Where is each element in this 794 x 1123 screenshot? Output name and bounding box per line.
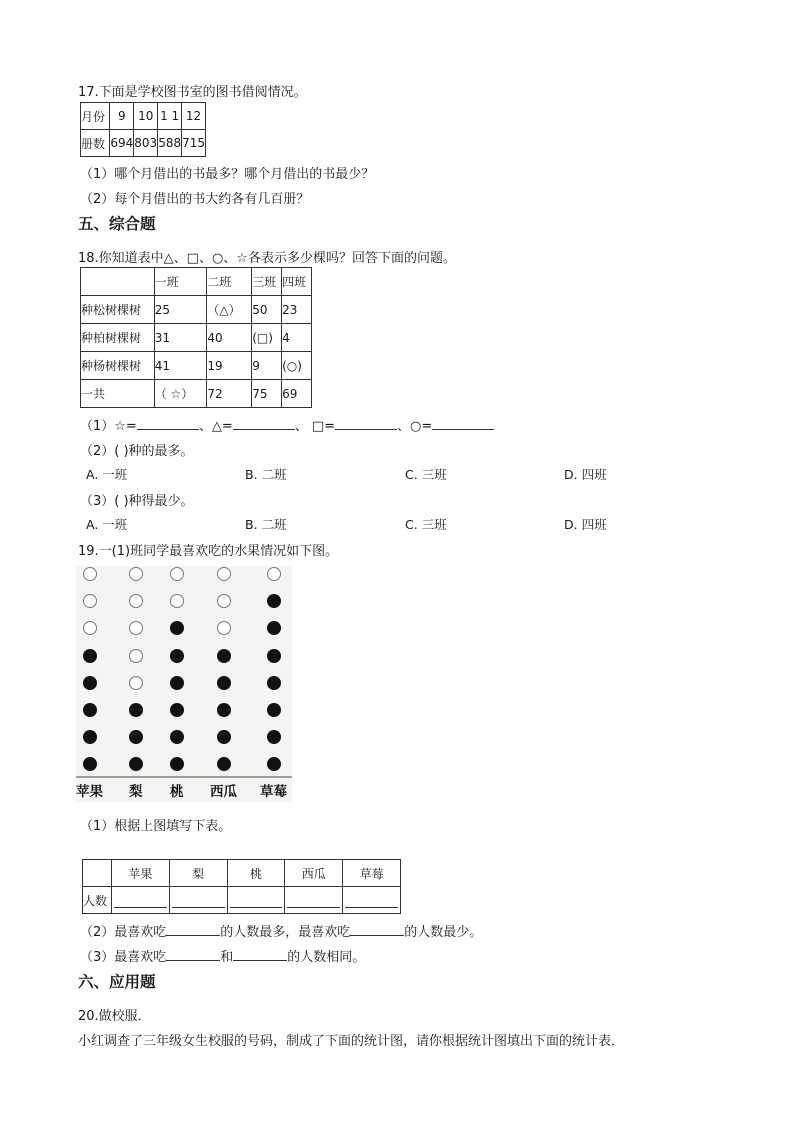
table-cell: 75 — [252, 380, 282, 408]
table-cell: 715 — [182, 130, 206, 157]
q17-title: 17.下面是学校图书室的图书借阅情况。 — [78, 85, 307, 100]
filled-circle-mark — [267, 621, 281, 635]
fruit-category-label: 苹果 — [76, 784, 103, 800]
empty-circle-mark — [83, 567, 97, 581]
filled-circle-mark — [129, 757, 143, 771]
table-cell — [83, 860, 112, 887]
empty-circle-mark — [170, 594, 184, 608]
q19-sub3-part: （3）最喜欢吃 — [80, 950, 167, 965]
q19-sub2 — [80, 921, 482, 940]
filled-circle-mark — [267, 703, 281, 717]
answer-cell[interactable] — [285, 887, 343, 914]
q19-sub2-part: 的人数最少。 — [404, 925, 483, 940]
table-cell: 9 — [110, 103, 134, 130]
empty-circle-mark — [129, 621, 143, 635]
answer-blank[interactable] — [350, 925, 404, 936]
option-a[interactable]: A. 一班 — [86, 517, 128, 532]
table-cell: 694 — [110, 130, 134, 157]
table-cell: 种柏树棵树 — [81, 324, 155, 352]
answer-blank[interactable] — [335, 419, 397, 430]
q18-sub3: （3）( )种得最少。 — [80, 494, 194, 509]
fruit-category-label: 西瓜 — [210, 784, 237, 800]
answer-blank[interactable] — [166, 950, 220, 961]
q18-sub1-part: 、△= — [198, 419, 233, 434]
answer-blank[interactable] — [137, 419, 199, 430]
q20-title: 20.做校服． — [78, 1009, 151, 1024]
table-cell: 588 — [158, 130, 182, 157]
q18-table-row — [81, 380, 312, 408]
table-cell: 一班 — [154, 268, 207, 296]
empty-circle-mark — [170, 567, 184, 581]
option-b[interactable]: B. 二班 — [245, 517, 287, 532]
table-cell: (○) — [282, 352, 312, 380]
answer-cell[interactable] — [169, 887, 227, 914]
answer-blank[interactable] — [233, 950, 287, 961]
table-cell: 二班 — [207, 268, 252, 296]
table-cell: 72 — [207, 380, 252, 408]
table-cell: 10 — [134, 103, 158, 130]
answer-blank[interactable] — [432, 419, 494, 430]
table-cell: 1 1 — [158, 103, 182, 130]
table-cell: 月份 — [81, 103, 110, 130]
table-cell: 梨 — [169, 860, 227, 887]
filled-circle-mark — [217, 649, 231, 663]
q18-sub2: （2）( )种的最多。 — [80, 444, 194, 459]
answer-cell[interactable] — [111, 887, 169, 914]
q18-table-row — [81, 352, 312, 380]
table-cell: (□) — [252, 324, 282, 352]
filled-circle-mark — [217, 676, 231, 690]
option-a[interactable]: A. 一班 — [86, 467, 128, 482]
empty-circle-mark — [217, 621, 231, 635]
filled-circle-mark — [267, 676, 281, 690]
fruit-category-label: 草莓 — [260, 784, 287, 800]
table-cell: 19 — [207, 352, 252, 380]
table-cell: 桃 — [227, 860, 285, 887]
empty-circle-mark — [83, 594, 97, 608]
table-cell: 种杨树棵树 — [81, 352, 155, 380]
q19-title: 19.一(1)班同学最喜欢吃的水果情况如下图。 — [78, 544, 339, 559]
table-cell: 人数 — [83, 887, 112, 914]
q19-sub2-part: （2）最喜欢吃 — [80, 925, 167, 940]
filled-circle-mark — [217, 757, 231, 771]
option-c[interactable]: C. 三班 — [405, 517, 447, 532]
table-cell: 册数 — [81, 130, 110, 157]
filled-circle-mark — [83, 703, 97, 717]
table-cell: 西瓜 — [285, 860, 343, 887]
filled-circle-mark — [83, 757, 97, 771]
q18-table — [80, 267, 312, 408]
fruit-category-label: 桃 — [170, 784, 184, 800]
filled-circle-mark — [170, 621, 184, 635]
option-b[interactable]: B. 二班 — [245, 467, 287, 482]
table-cell: 苹果 — [111, 860, 169, 887]
table-cell: 50 — [252, 296, 282, 324]
q18-title: 18.你知道表中△、□、○、☆各表示多少棵吗？回答下面的问题。 — [78, 251, 456, 266]
table-cell: 69 — [282, 380, 312, 408]
q19-table-row — [83, 860, 401, 887]
option-c[interactable]: C. 三班 — [405, 467, 447, 482]
q19-table-row — [83, 887, 401, 914]
q19-sub3-part: 的人数相同。 — [287, 950, 366, 965]
q17-table-row — [81, 103, 206, 130]
q19-sub1: （1）根据上图填写下表。 — [80, 819, 232, 834]
empty-circle-mark — [129, 567, 143, 581]
answer-cell[interactable] — [227, 887, 285, 914]
empty-circle-mark — [129, 649, 143, 663]
filled-circle-mark — [170, 649, 184, 663]
q19-sub3 — [80, 946, 365, 965]
q17-table-row — [81, 130, 206, 157]
filled-circle-mark — [170, 730, 184, 744]
filled-circle-mark — [267, 649, 281, 663]
table-cell: 31 — [154, 324, 207, 352]
q18-table-row — [81, 296, 312, 324]
section-5-heading: 五、综合题 — [78, 214, 156, 233]
q17-sub1: （1）哪个月借出的书最多？哪个月借出的书最少？ — [80, 167, 375, 182]
table-cell: （△） — [207, 296, 252, 324]
filled-circle-mark — [83, 649, 97, 663]
filled-circle-mark — [267, 757, 281, 771]
table-cell: 23 — [282, 296, 312, 324]
option-d[interactable]: D. 四班 — [564, 467, 607, 482]
table-cell: 803 — [134, 130, 158, 157]
empty-circle-mark — [267, 567, 281, 581]
q17-sub2: （2）每个月借出的书大约各有几百册？ — [80, 192, 310, 207]
q18-sub1 — [80, 415, 494, 434]
table-cell: 12 — [182, 103, 206, 130]
table-cell: 四班 — [282, 268, 312, 296]
table-cell: 种松树棵树 — [81, 296, 155, 324]
filled-circle-mark — [170, 757, 184, 771]
answer-blank[interactable] — [233, 419, 295, 430]
table-cell: 三班 — [252, 268, 282, 296]
q18-table-row — [81, 268, 312, 296]
section-6-heading: 六、应用题 — [78, 972, 156, 991]
fruit-pictograph — [76, 566, 292, 802]
empty-circle-mark — [217, 594, 231, 608]
empty-circle-mark — [129, 676, 143, 690]
empty-circle-mark — [83, 621, 97, 635]
q19-sub2-part: 的人数最多，最喜欢吃 — [220, 925, 351, 940]
table-cell: （ ☆） — [154, 380, 207, 408]
table-cell: 9 — [252, 352, 282, 380]
empty-circle-mark — [129, 594, 143, 608]
filled-circle-mark — [267, 594, 281, 608]
filled-circle-mark — [129, 703, 143, 717]
q17-table — [80, 102, 206, 157]
q19-sub3-part: 和 — [220, 950, 234, 965]
table-cell: 25 — [154, 296, 207, 324]
filled-circle-mark — [83, 676, 97, 690]
q18-sub1-part: （1）☆= — [80, 419, 137, 434]
table-cell: 草莓 — [343, 860, 401, 887]
q18-sub1-part: 、 □= — [294, 419, 336, 434]
table-cell — [81, 268, 155, 296]
fruit-category-label: 梨 — [129, 784, 143, 800]
answer-cell[interactable] — [343, 887, 401, 914]
option-d[interactable]: D. 四班 — [564, 517, 607, 532]
table-cell: 一共 — [81, 380, 155, 408]
q18-table-row — [81, 324, 312, 352]
filled-circle-mark — [83, 730, 97, 744]
filled-circle-mark — [170, 676, 184, 690]
filled-circle-mark — [129, 730, 143, 744]
pictograph-baseline — [76, 776, 292, 778]
q18-sub1-part: 、○= — [397, 419, 433, 434]
table-cell: 40 — [207, 324, 252, 352]
filled-circle-mark — [267, 730, 281, 744]
filled-circle-mark — [217, 730, 231, 744]
filled-circle-mark — [217, 703, 231, 717]
q20-text: 小红调查了三年级女生校服的号码，制成了下面的统计图，请你根据统计图填出下面的统计表． — [78, 1034, 625, 1049]
filled-circle-mark — [170, 703, 184, 717]
table-cell: 4 — [282, 324, 312, 352]
table-cell: 41 — [154, 352, 207, 380]
answer-blank[interactable] — [166, 925, 220, 936]
q19-table — [82, 859, 401, 914]
empty-circle-mark — [217, 567, 231, 581]
